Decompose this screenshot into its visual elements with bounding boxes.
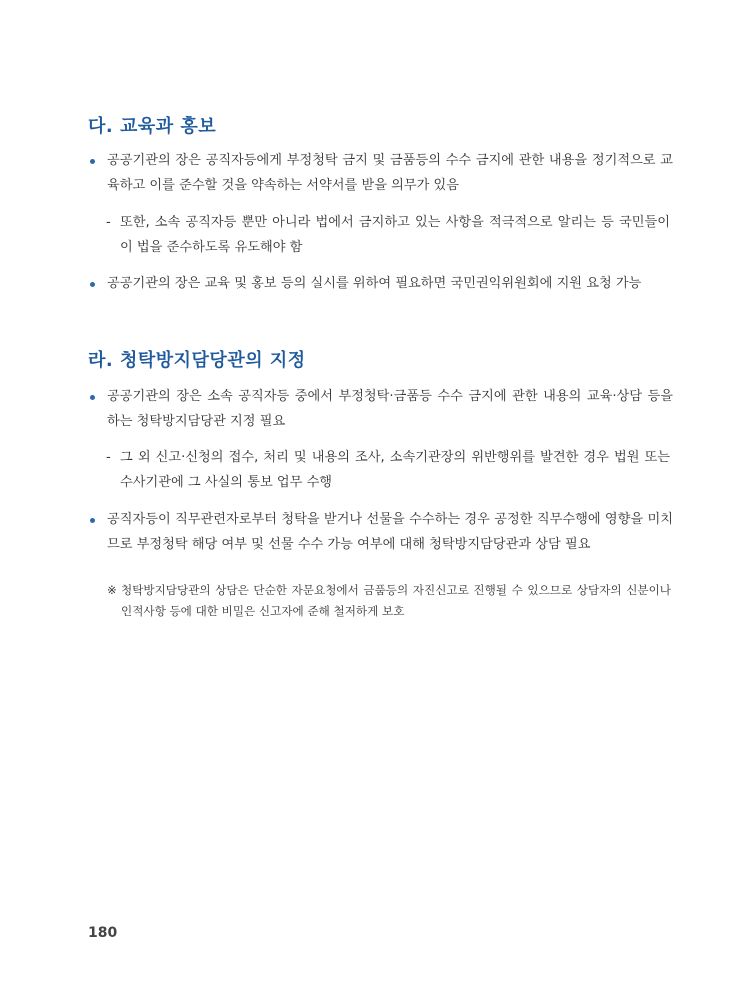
dash-marker: - [106, 450, 111, 465]
section-title-designation: 라. 청탁방지담당관의 지정 [88, 350, 306, 371]
section-title-education: 다. 교육과 홍보 [88, 116, 217, 137]
list-item [90, 149, 673, 198]
reference-mark-icon: ※ [107, 583, 117, 597]
dash-marker: - [106, 215, 111, 230]
item-text: 그 외 신고·신청의 접수, 처리 및 내용의 조사, 소속기관장의 위반행위를 발견한 경우 법원 또는 수사기관에 그 사실의 통보 업무 수행 [120, 450, 670, 490]
note-item [107, 580, 671, 622]
list-item [90, 508, 673, 557]
bullet-dot-icon [90, 159, 95, 164]
list-item [106, 446, 670, 495]
item-text: 또한, 소속 공직자등 뿐만 아니라 법에서 금지하고 있는 사항을 적극적으로 알리는 등 국민들이 이 법을 준수하도록 유도해야 함 [120, 215, 670, 255]
item-text: 공공기관의 장은 공직자등에게 부정청탁 금지 및 금품등의 수수 금지에 관한 내용을 정기적으로 교육하고 이를 준수할 것을 약속하는 서약서를 받을 의무가 있음 [107, 153, 673, 193]
page-number: 180 [88, 925, 118, 941]
bullet-dot-icon [90, 282, 95, 287]
bullet-dot-icon [90, 395, 95, 400]
list-item [90, 272, 673, 297]
item-text: 공직자등이 직무관련자로부터 청탁을 받거나 선물을 수수하는 경우 공정한 직무수행에 영향을 미치므로 부정청탁 해당 여부 및 선물 수수 가능 여부에 대해 청탁방지담당관과 상담 필요 [107, 512, 673, 552]
list-item [106, 211, 670, 260]
list-item [90, 385, 673, 434]
item-text: 공공기관의 장은 소속 공직자등 중에서 부정청탁·금품등 수수 금지에 관한 내용의 교육·상담 등을 하는 청탁방지담당관 지정 필요 [107, 389, 673, 429]
item-text: 공공기관의 장은 교육 및 홍보 등의 실시를 위하여 필요하면 국민권익위원회에 지원 요청 가능 [107, 276, 642, 291]
note-text: 청탁방지담당관의 상담은 단순한 자문요청에서 금품등의 자진신고로 진행될 수 있으므로 상담자의 신분이나 인적사항 등에 대한 비밀은 신고자에 준해 철저하게 보호 [121, 583, 671, 618]
bullet-dot-icon [90, 518, 95, 523]
